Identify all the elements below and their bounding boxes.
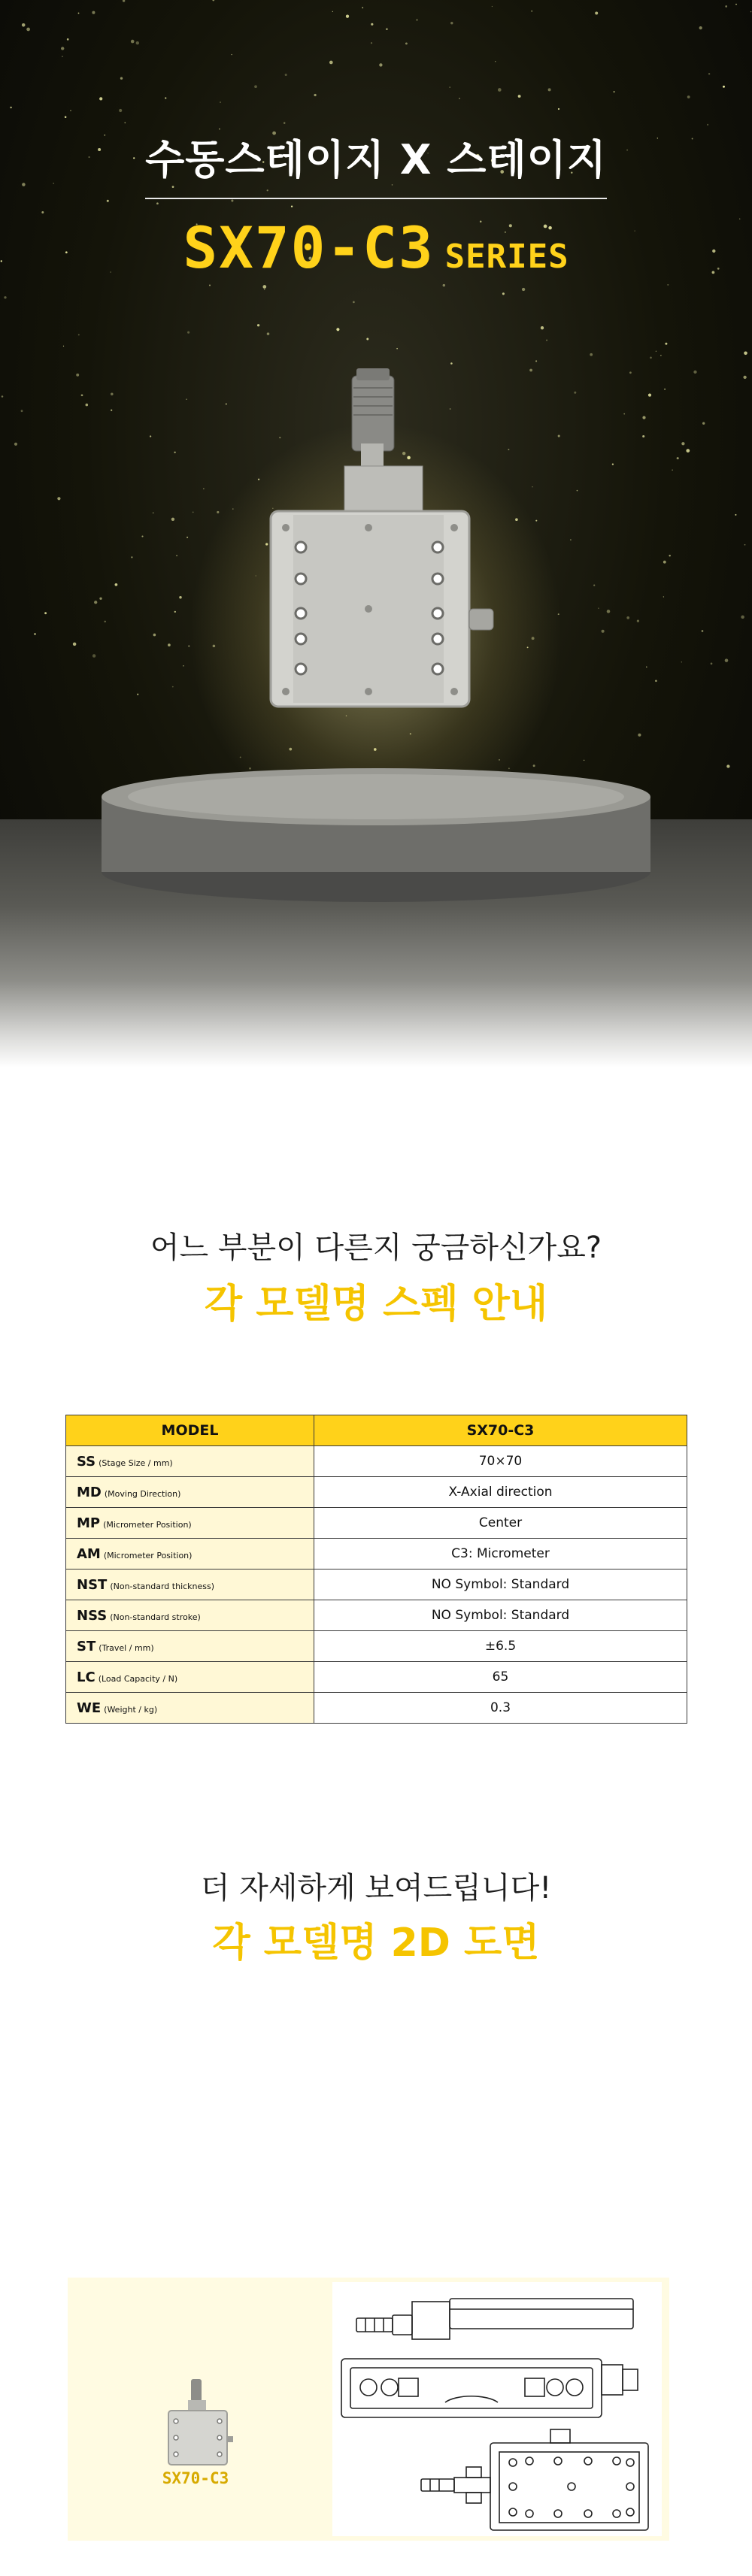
star-dot bbox=[638, 734, 641, 737]
star-dot bbox=[707, 124, 708, 126]
star-dot bbox=[153, 512, 154, 513]
star-dot bbox=[262, 285, 266, 289]
star-dot bbox=[590, 353, 593, 356]
star-dot bbox=[92, 654, 96, 657]
star-dot bbox=[741, 616, 744, 619]
spec-key: SS bbox=[77, 1453, 96, 1470]
hero-title: 수동스테이지 X 스테이지 bbox=[145, 136, 607, 183]
star-dot bbox=[743, 376, 746, 379]
star-dot bbox=[176, 555, 177, 556]
star-dot bbox=[735, 4, 737, 5]
star-dot bbox=[498, 88, 502, 92]
product-thumbnail-label: SX70-C3 bbox=[162, 2469, 229, 2487]
spec-value: Center bbox=[314, 1508, 687, 1539]
star-dot bbox=[174, 452, 175, 453]
star-dot bbox=[646, 667, 647, 668]
table-row bbox=[66, 1508, 687, 1539]
product-stage-image bbox=[248, 361, 519, 782]
star-dot bbox=[67, 38, 69, 41]
star-dot bbox=[44, 612, 47, 614]
spec-key-desc: (Travel / mm) bbox=[99, 1642, 154, 1653]
star-dot bbox=[63, 346, 64, 347]
star-dot bbox=[131, 40, 135, 44]
star-dot bbox=[111, 410, 112, 411]
star-dot bbox=[702, 422, 705, 425]
star-dot bbox=[291, 205, 293, 207]
star-dot bbox=[172, 186, 174, 188]
spec-key: NST bbox=[77, 1576, 108, 1593]
star-dot bbox=[669, 555, 670, 556]
star-dot bbox=[2, 395, 4, 398]
star-dot bbox=[607, 610, 611, 613]
star-dot bbox=[558, 434, 560, 437]
star-dot bbox=[492, 6, 493, 7]
star-dot bbox=[541, 326, 544, 329]
star-dot bbox=[744, 351, 747, 355]
table-row bbox=[66, 1662, 687, 1693]
star-dot bbox=[699, 26, 702, 29]
spec-key-desc: (Load Capacity / N) bbox=[98, 1673, 178, 1684]
spec-value: NO Symbol: Standard bbox=[314, 1570, 687, 1600]
star-dot bbox=[531, 11, 532, 12]
drawing-subtitle: 더 자세하게 보여드립니다! bbox=[200, 1871, 552, 1906]
star-dot bbox=[81, 394, 83, 396]
star-dot bbox=[212, 0, 214, 1]
star-dot bbox=[612, 463, 614, 465]
star-dot bbox=[577, 490, 578, 492]
spec-value: ±6.5 bbox=[314, 1631, 687, 1662]
star-dot bbox=[120, 77, 123, 80]
star-dot bbox=[371, 23, 373, 26]
star-dot bbox=[57, 497, 60, 500]
star-dot bbox=[314, 94, 316, 96]
star-dot bbox=[558, 108, 559, 110]
star-dot bbox=[629, 371, 632, 374]
star-dot bbox=[231, 54, 232, 55]
star-dot bbox=[41, 211, 44, 213]
spec-key: WE bbox=[77, 1700, 102, 1716]
star-dot bbox=[518, 95, 521, 98]
spec-key: NSS bbox=[77, 1607, 108, 1624]
star-dot bbox=[660, 355, 661, 356]
star-dot bbox=[172, 686, 174, 688]
star-dot bbox=[650, 357, 652, 359]
star-dot bbox=[86, 404, 89, 407]
table-row bbox=[66, 1631, 687, 1662]
star-dot bbox=[416, 19, 417, 20]
star-dot bbox=[459, 98, 460, 99]
star-dot bbox=[124, 122, 126, 123]
star-dot bbox=[687, 95, 690, 98]
hero-divider bbox=[145, 198, 607, 199]
star-dot bbox=[626, 616, 629, 619]
star-dot bbox=[677, 457, 679, 459]
star-dot bbox=[92, 11, 95, 14]
star-dot bbox=[346, 15, 349, 18]
star-dot bbox=[141, 536, 143, 537]
star-dot bbox=[574, 392, 576, 394]
table-row bbox=[66, 1539, 687, 1570]
star-dot bbox=[613, 91, 614, 92]
spec-key-desc: (Weight / kg) bbox=[104, 1704, 158, 1715]
star-dot bbox=[285, 74, 287, 76]
spec-value: 0.3 bbox=[314, 1693, 687, 1724]
star-dot bbox=[642, 435, 644, 437]
star-dot bbox=[450, 22, 453, 24]
star-dot bbox=[107, 200, 109, 202]
star-dot bbox=[104, 621, 105, 622]
spec-value: 70×70 bbox=[314, 1446, 687, 1477]
spec-key-desc: (Micrometer Position) bbox=[103, 1550, 193, 1560]
star-dot bbox=[529, 369, 532, 372]
spec-heading: 각 모델명 스펙 안내 bbox=[204, 1282, 548, 1327]
star-dot bbox=[123, 0, 125, 2]
star-dot bbox=[405, 42, 408, 44]
spec-key: LC bbox=[77, 1669, 96, 1685]
star-dot bbox=[623, 413, 625, 415]
spec-key-desc: (Micrometer Position) bbox=[103, 1519, 192, 1530]
star-dot bbox=[226, 403, 227, 404]
star-dot bbox=[664, 389, 666, 390]
star-dot bbox=[76, 374, 79, 377]
star-dot bbox=[73, 643, 77, 646]
star-dot bbox=[648, 394, 651, 397]
star-dot bbox=[22, 23, 26, 27]
star-dot bbox=[449, 86, 450, 87]
star-dot bbox=[119, 109, 122, 112]
product-thumbnail-image bbox=[165, 2379, 233, 2469]
star-dot bbox=[663, 596, 664, 597]
spec-subtitle: 어느 부분이 다른지 궁금하신가요? bbox=[150, 1230, 602, 1265]
star-dot bbox=[115, 583, 118, 586]
drawing-heading: 각 모델명 2D 도면 bbox=[212, 1921, 540, 1966]
star-dot bbox=[708, 73, 710, 74]
star-dot bbox=[34, 633, 36, 635]
star-dot bbox=[21, 410, 23, 412]
star-dot bbox=[183, 665, 184, 667]
star-dot bbox=[711, 663, 713, 665]
star-dot bbox=[502, 292, 505, 295]
star-dot bbox=[62, 56, 63, 57]
spec-header-key: MODEL bbox=[66, 1415, 314, 1446]
star-dot bbox=[165, 97, 166, 98]
star-dot bbox=[10, 107, 11, 108]
spec-value: NO Symbol: Standard bbox=[314, 1600, 687, 1631]
star-dot bbox=[150, 435, 151, 437]
star-dot bbox=[593, 585, 595, 586]
star-dot bbox=[179, 596, 181, 598]
star-dot bbox=[642, 416, 645, 419]
table-row bbox=[66, 1570, 687, 1600]
star-dot bbox=[702, 630, 704, 632]
star-dot bbox=[231, 199, 233, 201]
spec-key: AM bbox=[77, 1545, 101, 1562]
table-row bbox=[66, 1693, 687, 1724]
star-dot bbox=[667, 284, 669, 286]
star-dot bbox=[26, 28, 30, 32]
star-dot bbox=[655, 680, 657, 683]
spec-key-desc: (Non-standard thickness) bbox=[110, 1581, 215, 1591]
star-dot bbox=[174, 611, 176, 613]
star-dot bbox=[693, 371, 696, 374]
star-dot bbox=[203, 488, 204, 489]
spec-table-header bbox=[66, 1415, 687, 1446]
star-dot bbox=[111, 393, 114, 396]
star-dot bbox=[99, 598, 102, 600]
spec-key: ST bbox=[77, 1638, 96, 1654]
star-dot bbox=[171, 518, 174, 521]
star-dot bbox=[153, 634, 156, 637]
star-dot bbox=[735, 514, 736, 516]
star-dot bbox=[99, 97, 102, 100]
hero-model bbox=[0, 214, 752, 281]
star-dot bbox=[495, 61, 496, 62]
star-dot bbox=[723, 86, 725, 88]
star-dot bbox=[65, 116, 67, 118]
spec-value: C3: Micrometer bbox=[314, 1539, 687, 1570]
spec-table bbox=[65, 1415, 687, 1724]
star-dot bbox=[94, 601, 97, 604]
star-dot bbox=[336, 328, 339, 331]
star-dot bbox=[570, 539, 572, 540]
star-dot bbox=[584, 760, 585, 761]
star-dot bbox=[4, 296, 6, 298]
star-dot bbox=[14, 443, 17, 446]
star-dot bbox=[78, 334, 80, 335]
table-row bbox=[66, 1477, 687, 1508]
star-dot bbox=[681, 442, 684, 445]
star-dot bbox=[535, 360, 537, 362]
star-dot bbox=[725, 658, 729, 662]
spec-header-value: SX70-C3 bbox=[314, 1415, 687, 1446]
spec-key: MP bbox=[77, 1515, 101, 1531]
star-dot bbox=[131, 556, 132, 558]
star-dot bbox=[672, 470, 673, 471]
star-dot bbox=[217, 511, 219, 513]
star-dot bbox=[522, 288, 525, 291]
star-dot bbox=[209, 284, 211, 286]
star-dot bbox=[61, 47, 64, 50]
star-dot bbox=[602, 630, 605, 633]
star-dot bbox=[686, 449, 690, 453]
star-dot bbox=[548, 88, 551, 91]
star-dot bbox=[744, 544, 746, 546]
star-dot bbox=[595, 12, 598, 15]
star-dot bbox=[379, 63, 382, 66]
star-dot bbox=[137, 694, 138, 695]
star-dot bbox=[637, 619, 639, 622]
star-dot bbox=[136, 41, 139, 44]
hero-series-label: SERIES bbox=[444, 238, 569, 276]
star-dot bbox=[186, 537, 188, 538]
star-dot bbox=[750, 11, 751, 12]
star-dot bbox=[284, 122, 286, 124]
star-dot bbox=[665, 343, 667, 345]
star-dot bbox=[443, 284, 445, 286]
star-dot bbox=[267, 189, 268, 191]
star-dot bbox=[681, 661, 682, 662]
drawing-panel bbox=[68, 2278, 669, 2541]
spec-value: 65 bbox=[314, 1662, 687, 1693]
star-dot bbox=[546, 340, 547, 341]
star-dot bbox=[725, 5, 727, 8]
table-row bbox=[66, 1600, 687, 1631]
star-dot bbox=[353, 301, 355, 304]
star-dot bbox=[220, 101, 221, 103]
spec-key-desc: (Moving Direction) bbox=[104, 1488, 181, 1499]
star-dot bbox=[78, 13, 80, 14]
spec-key: MD bbox=[77, 1484, 102, 1500]
star-dot bbox=[168, 643, 171, 646]
table-row bbox=[66, 1446, 687, 1477]
hero-model-name: SX70-C3 bbox=[183, 214, 435, 281]
star-dot bbox=[663, 561, 666, 564]
star-dot bbox=[267, 332, 270, 335]
star-dot bbox=[156, 202, 159, 204]
spec-key-desc: (Stage Size / mm) bbox=[99, 1458, 173, 1468]
spec-value: X-Axial direction bbox=[314, 1477, 687, 1508]
star-dot bbox=[362, 7, 363, 8]
star-dot bbox=[329, 61, 333, 65]
star-dot bbox=[332, 11, 333, 12]
technical-drawing bbox=[332, 2282, 662, 2536]
star-dot bbox=[257, 324, 259, 326]
star-dot bbox=[396, 348, 398, 350]
star-dot bbox=[371, 42, 372, 44]
star-dot bbox=[254, 85, 257, 88]
star-dot bbox=[598, 608, 599, 609]
podium bbox=[94, 767, 658, 917]
star-dot bbox=[726, 764, 729, 767]
star-dot bbox=[386, 28, 388, 30]
spec-key-desc: (Non-standard stroke) bbox=[110, 1612, 201, 1622]
hero-banner bbox=[0, 0, 752, 1067]
star-dot bbox=[366, 338, 368, 341]
star-dot bbox=[187, 331, 190, 334]
star-dot bbox=[193, 512, 194, 513]
